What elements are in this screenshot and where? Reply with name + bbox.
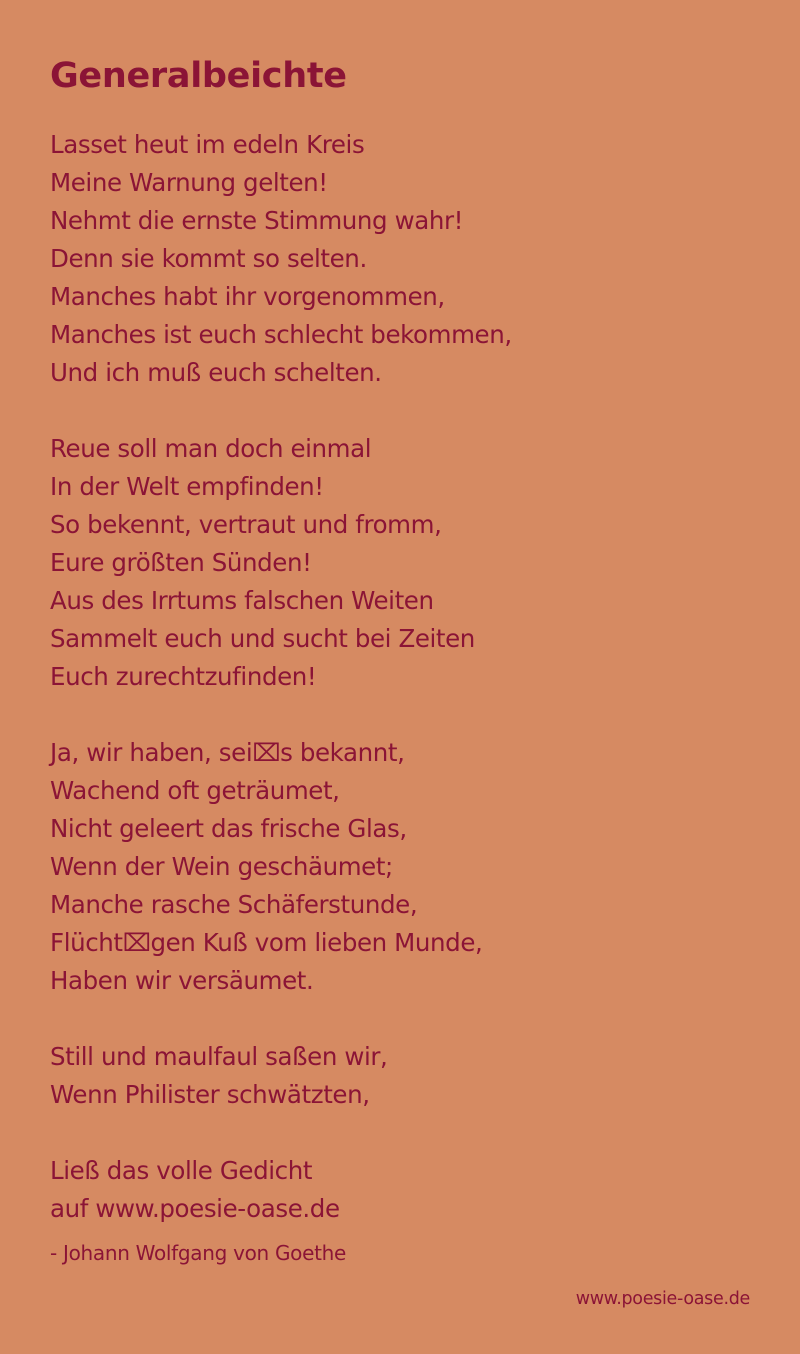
poem-line: Still und maulfaul saßen wir, bbox=[50, 1042, 388, 1071]
poem-line: Wenn der Wein geschäumet; bbox=[50, 852, 393, 881]
poem-line: Manche rasche Schäferstunde, bbox=[50, 890, 418, 919]
poem-line: Wachend oft geträumet, bbox=[50, 776, 340, 805]
poem-line: Meine Warnung gelten! bbox=[50, 168, 328, 197]
poem-line: Denn sie kommt so selten. bbox=[50, 244, 367, 273]
poem-body bbox=[50, 126, 770, 1266]
poem-line: Wenn Philister schwätzten, bbox=[50, 1080, 370, 1109]
poem-line: Ließ das volle Gedicht bbox=[50, 1156, 313, 1185]
read-more-note bbox=[50, 1152, 770, 1228]
poem-line: Lasset heut im edeln Kreis bbox=[50, 130, 365, 159]
footer-website-link[interactable]: www.poesie-oase.de bbox=[575, 1289, 750, 1309]
stanza-3 bbox=[50, 734, 770, 1000]
stanza-1 bbox=[50, 126, 770, 392]
poem-line: auf www.poesie-oase.de bbox=[50, 1194, 340, 1223]
poem-line: Und ich muß euch schelten. bbox=[50, 358, 382, 387]
poem-line: Nehmt die ernste Stimmung wahr! bbox=[50, 206, 464, 235]
poem-line: Euch zurechtzufinden! bbox=[50, 662, 317, 691]
poem-line: Nicht geleert das frische Glas, bbox=[50, 814, 407, 843]
poem-line: Haben wir versäumet. bbox=[50, 966, 314, 995]
poem-line: Manches habt ihr vorgenommen, bbox=[50, 282, 445, 311]
poem-line: So bekennt, vertraut und fromm, bbox=[50, 510, 442, 539]
poem-line: Flücht⌧gen Kuß vom lieben Munde, bbox=[50, 928, 483, 957]
poem-line: Sammelt euch und sucht bei Zeiten bbox=[50, 624, 475, 653]
poem-line: In der Welt empfinden! bbox=[50, 472, 324, 501]
stanza-4 bbox=[50, 1038, 770, 1114]
poem-line: Ja, wir haben, sei⌧s bekannt, bbox=[50, 738, 405, 767]
stanza-2 bbox=[50, 430, 770, 696]
poem-line: Reue soll man doch einmal bbox=[50, 434, 372, 463]
poem-author: - Johann Wolfgang von Goethe bbox=[50, 1241, 347, 1265]
poem-line: Manches ist euch schlecht bekommen, bbox=[50, 320, 512, 349]
poem-line: Aus des Irrtums falschen Weiten bbox=[50, 586, 434, 615]
poem-title: Generalbeichte bbox=[50, 56, 347, 96]
poem-line: Eure größten Sünden! bbox=[50, 548, 312, 577]
